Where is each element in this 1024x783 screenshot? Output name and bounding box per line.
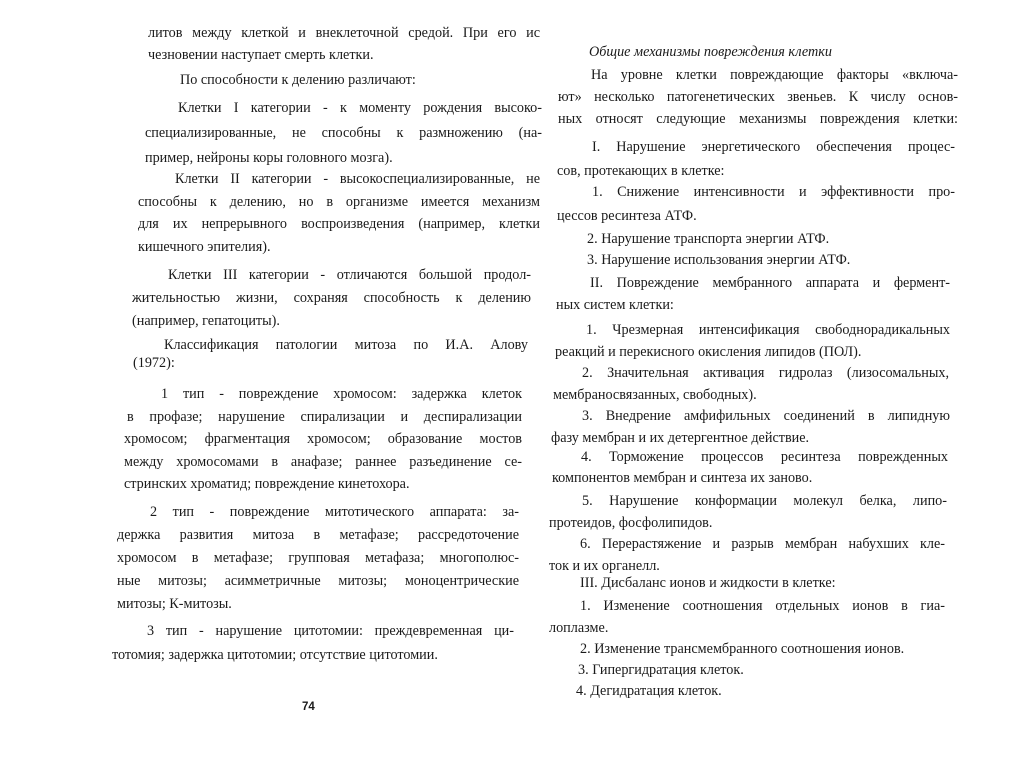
text-line: 2. Значительная активация гидролаз (лизосомальных,	[582, 365, 949, 381]
text-line: фазу мембран и их детергентное действие.	[551, 430, 810, 446]
paragraph-type-1	[124, 383, 522, 496]
text-line: 3 тип - нарушение цитотомии: преждевременная ци-	[147, 623, 514, 639]
text-line: цессов ресинтеза АТФ.	[557, 208, 697, 224]
text-line: III. Дисбаланс ионов и жидкости в клетке:	[580, 575, 836, 591]
text-line: чезновении наступает смерть клетки.	[148, 46, 374, 63]
text-line: 1. Снижение интенсивности и эффективности про-	[592, 184, 955, 200]
text-line: между хромосомами в анафазе; раннее разъединение се-	[124, 453, 522, 470]
text-line: литов между клеткой и внеклеточной средой. При его ис	[148, 25, 540, 41]
text-line: лоплазме.	[549, 620, 609, 636]
text-line: II. Повреждение мембранного аппарата и фермент-	[590, 275, 950, 291]
text-line: компонентов мембран и синтеза их заново.	[552, 470, 813, 486]
text-line: для их непрерывного воспроизведения (например, клетки	[138, 216, 540, 232]
text-line: 2 тип - повреждение митотического аппарата: за-	[150, 504, 519, 520]
text-line: 3. Гипергидратация клеток.	[578, 662, 744, 678]
text-line: ют» несколько патогенетических звеньев. К числу основ-	[558, 89, 958, 105]
paragraph-mitosis-classification	[133, 336, 528, 372]
text-line: 4. Торможение процессов ресинтеза поврежденных	[581, 449, 948, 465]
text-line: I. Нарушение энергетического обеспечения процес-	[592, 139, 955, 155]
text-line: жительностью жизни, сохраняя способность к делению	[132, 290, 531, 306]
paragraph-dehydration	[576, 681, 722, 703]
text-line: хромосом в метафазе; групповая метафаза; многополюс-	[117, 550, 519, 566]
text-line: мембраносвязанных, свободных).	[553, 387, 757, 403]
text-line: специализированные, не способны к размножению (на-	[145, 125, 542, 141]
paragraph-free-radical	[555, 319, 950, 363]
text-line: 6. Перерастяжение и разрыв мембран набухших кле-	[580, 536, 945, 552]
section-heading: Общие механизмы повреждения клетки	[589, 44, 832, 60]
paragraph-atp-usage	[587, 250, 850, 272]
text-line: 1 тип - повреждение хромосом: задержка клеток	[161, 386, 522, 402]
paragraph-ion-ratio	[549, 595, 945, 639]
paragraph-hyperhydration	[578, 660, 744, 682]
text-line: способны к делению, но в организме имеется механизм	[138, 193, 540, 210]
text-line: 3. Нарушение использования энергии АТФ.	[587, 252, 851, 268]
text-line: 2. Нарушение транспорта энергии АТФ.	[587, 231, 830, 247]
text-line: Клетки I категории - к моменту рождения высоко-	[178, 100, 542, 116]
page-number: 74	[302, 701, 315, 713]
text-line: митозы; К-митозы.	[117, 596, 232, 612]
paragraph-atp-transport	[587, 229, 829, 251]
text-line: Клетки II категории - высокоспециализированные, не	[175, 171, 540, 187]
paragraph-ion-imbalance	[580, 573, 836, 595]
paragraph-division-intro	[180, 70, 416, 92]
text-line: ных относят следующие механизмы повреждения клетки:	[558, 111, 958, 127]
paragraph-category-3	[132, 264, 531, 333]
paragraph-hydrolase	[553, 362, 949, 406]
text-line: ные митозы; асимметричные митозы; моноцентрические	[117, 573, 519, 589]
text-line: держка развития митоза в метафазе; рассредоточение	[117, 527, 519, 543]
paragraph-category-1	[145, 96, 542, 171]
paragraph-atp-resynthesis	[557, 180, 955, 228]
text-line: пример, нейроны коры головного мозга).	[145, 150, 393, 166]
paragraph-category-2	[138, 168, 540, 258]
text-line: сов, протекающих в клетке:	[557, 163, 725, 179]
text-line: 5. Нарушение конформации молекул белка, липо-	[582, 493, 947, 509]
text-line: протеидов, фосфолипидов.	[549, 515, 713, 531]
text-line: кишечного эпителия).	[138, 238, 271, 255]
text-line: хромосом; фрагментация хромосом; образование мостов	[124, 431, 522, 447]
text-line: 1. Чрезмерная интенсификация свободнорадикальных	[586, 322, 950, 338]
text-line: (1972):	[133, 355, 175, 371]
paragraph-cell-membrane-end	[148, 23, 540, 66]
paragraph-energy-disorder	[557, 135, 955, 183]
text-line: Клетки III категории - отличаются большой продол-	[168, 267, 531, 283]
paragraph-cell-level-intro	[558, 64, 958, 130]
paragraph-resynthesis-inhibition	[552, 447, 948, 489]
text-line: тотомия; задержка цитотомии; отсутствие цитотомии.	[112, 647, 438, 663]
text-line: в профазе; нарушение спирализации и деспирализации	[127, 408, 522, 425]
text-line: 4. Дегидратация клеток.	[576, 683, 722, 699]
text-line: реакций и перекисного окисления липидов (ПОЛ).	[555, 344, 862, 360]
text-line: 1. Изменение соотношения отдельных ионов в гиа-	[580, 598, 945, 614]
text-line: (например, гепатоциты).	[132, 313, 280, 329]
text-line: ток и их органелл.	[549, 558, 660, 574]
text-line: 2. Изменение трансмембранного соотношения ионов.	[580, 641, 905, 657]
text-line: Классификация патологии митоза по И.А. Алову	[164, 337, 528, 353]
text-line: На уровне клетки повреждающие факторы «включа-	[591, 67, 958, 83]
paragraph-conformation	[549, 490, 947, 534]
right-page	[540, 0, 1024, 783]
text-line: ных систем клетки:	[556, 297, 674, 313]
paragraph-amphiphilic	[551, 405, 950, 449]
paragraph-overstretching	[549, 533, 945, 577]
paragraph-membrane-damage	[556, 272, 950, 316]
text-line: стринских хроматид; повреждение кинетохора.	[124, 476, 410, 492]
paragraph-transmembrane	[580, 639, 904, 661]
paragraph-type-2	[117, 501, 519, 616]
paragraph-type-3	[112, 619, 514, 667]
text-line: 3. Внедрение амфифильных соединений в липидную	[582, 408, 950, 424]
text-line: По способности к делению различают:	[180, 72, 416, 88]
